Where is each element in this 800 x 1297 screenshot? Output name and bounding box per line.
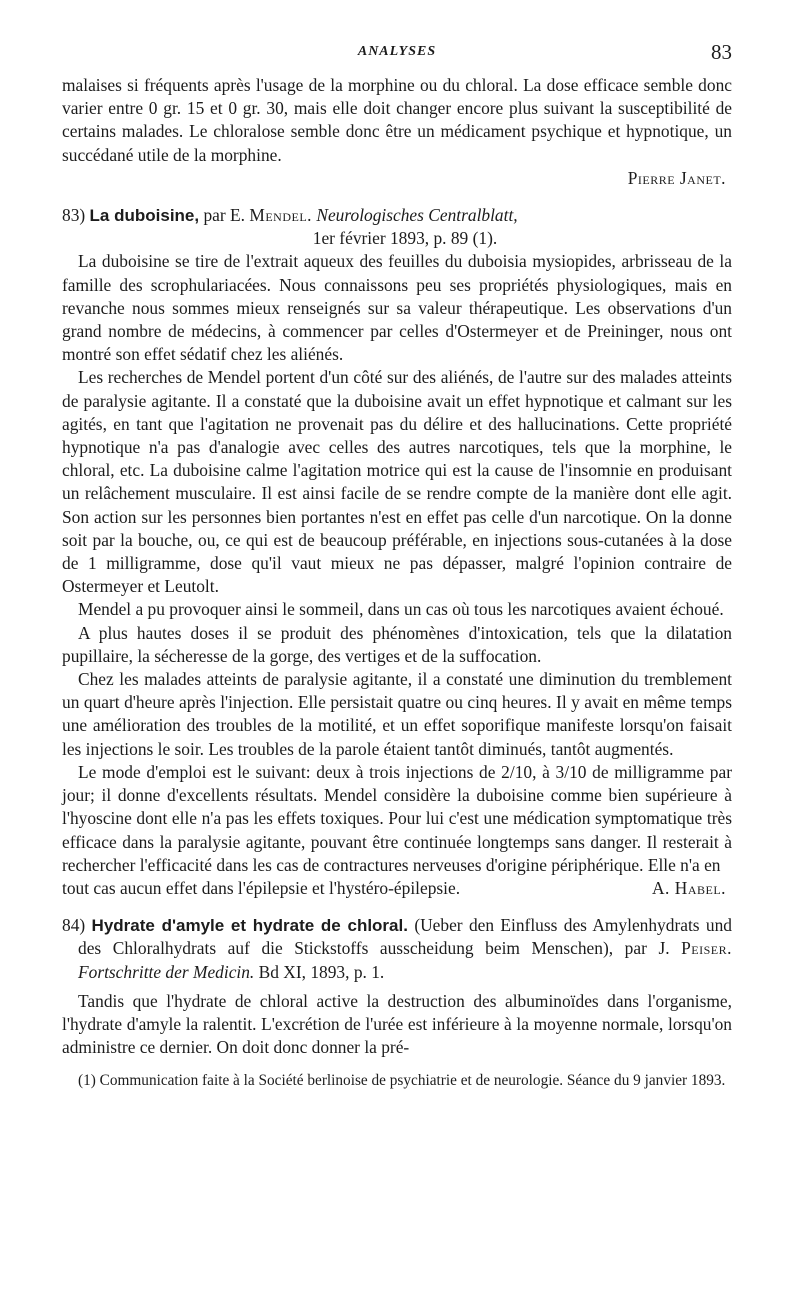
entry-84-subtitle: (Ueber den Einfluss des Amylenhydrats und des Chloralhydrats auf die Stickstoffs ausscheidung beim Menschen), par J. <box>78 915 732 959</box>
entry-84-journal: Fortschritte der Medicin. <box>78 961 255 982</box>
entry-83-title: La duboisine, <box>89 206 200 226</box>
entry-83-body <box>62 250 732 900</box>
intro-paragraph: malaises si fréquents après l'usage de la morphine ou du chloral. La dose efficace semble donc varier entre 0 gr. 15 et 0 gr. 30, mais elle doit changer encore plus suivant la susceptibilité de certains malades. Le chloralose semble donc être un médicament psychique et hypnotique, un succédané utile de la morphine. <box>62 75 732 165</box>
entry-83-signature: A. Habel. <box>652 877 726 898</box>
entry-83-date: 1er février 1893, p. 89 (1). <box>312 228 498 249</box>
entry-83-heading <box>62 204 732 250</box>
page <box>62 40 732 1091</box>
entry-84-ref: Bd XI, 1893, p. 1. <box>258 961 385 982</box>
entry-83-by: par E. <box>203 205 245 226</box>
entry-84-paragraph: Tandis que l'hydrate de chloral active la destruction des albuminoïdes dans l'organisme, l'hydrate d'amyle la ralentit. L'excrétion de l'urée est inférieure à la moyenne normale, lorsqu'on administre ce dernier. On doit donc donner la pré- <box>62 990 732 1058</box>
entry-84-author: Peiser. <box>681 938 732 959</box>
entry-84-heading <box>62 914 732 984</box>
page-number: 83 <box>711 40 732 64</box>
entry-83-paragraph: Chez les malades atteints de paralysie agitante, il a constaté une diminution du tremblement un quart d'heure après l'injection. Elle persistait quatre ou cinq heures. Il y avait en même temps une amélioration des troubles de la motilité, et un effet soporifique manifeste lorsqu'on faisait les injections le soir. Les troubles de la parole étaient tantôt diminués, tantôt augmentés. <box>62 669 732 759</box>
entry-83-paragraph: Les recherches de Mendel portent d'un côté sur des aliénés, de l'autre sur des malades atteints de paralysie agitante. Il a constaté que la duboisine avait un effet hypnotique et calmant sur les agités, en tant que l'agitation ne provenait pas du délire et des hallucinations. Cette propriété hypnotique n'a pas d'analogie avec celles des autres narcotiques, tels que la morphine, le chloral, etc. La duboisine calme l'agitation motrice qui est la cause de l'insomnie en produisant un relâchement musculaire. Il est ainsi facile de se rendre compte de la manière dont elle agit. Son action sur les personnes bien portantes n'est en effet pas celle d'un narcotique. On la donne soit par la bouche, ou, ce qui est de beaucoup préférable, en injections sous-cutanées à la dose de 1 milligramme, dose qu'il vaut mieux ne pas dépasser, malgré l'opinion contraire de Ostermeyer et Leutolt. <box>62 367 732 597</box>
entry-83-journal: Neurologisches Centralblatt, <box>316 205 518 226</box>
entry-83-author: Mendel. <box>249 205 312 226</box>
entry-83-paragraph: Le mode d'emploi est le suivant: deux à trois injections de 2/10, à 3/10 de milligramme par jour; il donne d'excellents résultats. Mendel considère la duboisine comme bien supérieure à l'hyoscine dont elle n'a pas les effets toxiques. Pour lui c'est une médication symptomatique très efficace dans la paralysie agitante, pouvant être continuée longtemps sans danger. Il resterait à rechercher l'efficacité dans les cas de contractures nerveuses d'origine périphérique. Elle n'a en <box>62 761 732 875</box>
running-title: ANALYSES <box>357 44 437 59</box>
entry-83-paragraph: A plus hautes doses il se produit des phénomènes d'intoxication, tels que la dilatation pupillaire, la sécheresse de la gorge, des vertiges et de la suffocation. <box>62 622 732 666</box>
entry-83-paragraph: Mendel a pu provoquer ainsi le sommeil, dans un cas où tous les narcotiques avaient échoué. <box>78 599 724 620</box>
entry-84-title: Hydrate d'amyle et hydrate de chloral. <box>91 916 408 936</box>
footnote-text: (1) Communication faite à la Société berlinoise de psychiatrie et de neurologie. Séance du 9 janvier 1893. <box>78 1072 726 1090</box>
page-header <box>62 40 732 74</box>
footnote <box>62 1071 732 1091</box>
entry-84-number: 84) <box>62 915 86 936</box>
entry-83-last-line-text: tout cas aucun effet dans l'épilepsie et l'hystéro-épilepsie. <box>62 877 461 898</box>
entry-83-number: 83) <box>62 205 86 226</box>
intro-signature: Pierre Janet. <box>627 167 726 188</box>
entry-83-last-line <box>62 877 732 900</box>
entry-83-paragraph: La duboisine se tire de l'extrait aqueux des feuilles du duboisia mysiopides, arbrisseau de la famille des scrophulariacées. Nous connaissons peu ses propriétés physiologiques, mais en revanche nous sommes mieux renseignés sur sa valeur thérapeutique. Les observations d'un grand nombre de médecins, à commencer par celles d'Ostermeyer et de Preininger, nous ont montré son effet sédatif chez les aliénés. <box>62 251 732 365</box>
